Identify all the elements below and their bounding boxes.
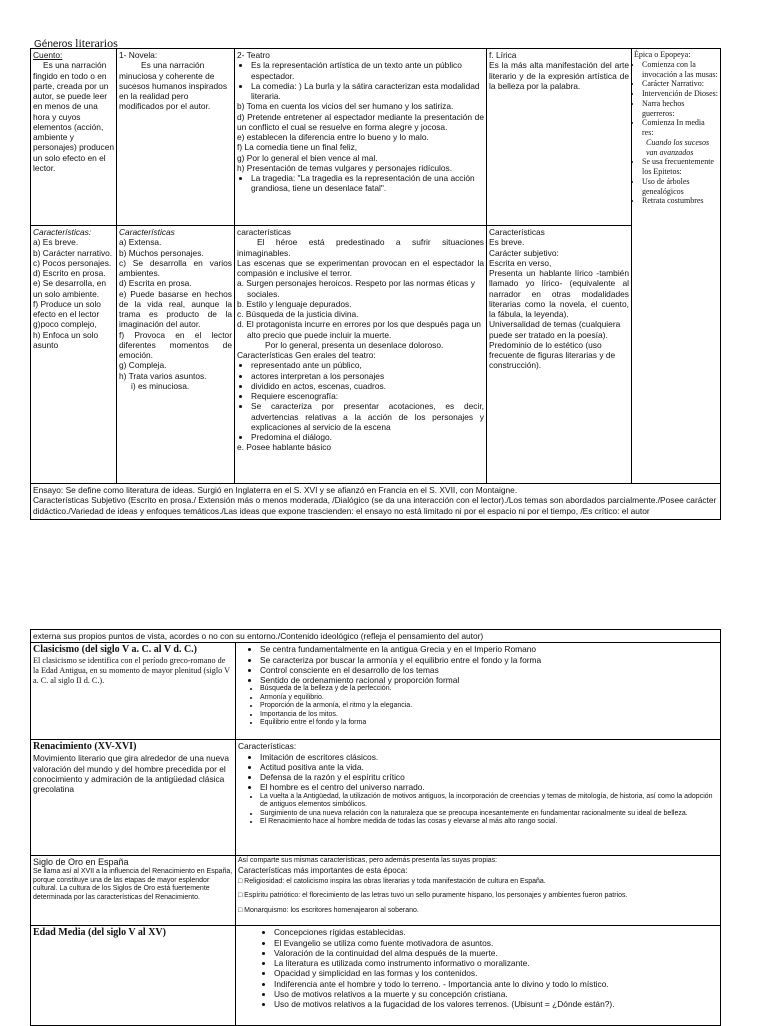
edad-media-item-2: • Valoración de la continuidad del alma después de la muerte.: [274, 948, 718, 958]
edad-media-item-3: • La literatura es utilizada como instrumento informativo o moralizante.: [274, 958, 718, 968]
lirica-char-0: Es breve.: [489, 237, 525, 248]
ensayo-l1: Ensayo: Se define como literatura de ideas. Surgió en Inglaterra en el S. XVI y se afianzó en Francia en el S. XVII, con Montaigne.: [33, 485, 518, 495]
epica-item-7: • Retrata costumbres: [642, 196, 718, 206]
novela-char-6: g) Compleja.: [119, 360, 167, 371]
teatro-gen-head: Características Gen erales del teatro:: [237, 350, 376, 360]
edad-media-item-1: • El Evangelio se utiliza como fuente motivadora de asuntos.: [274, 938, 718, 948]
clasicismo-desc: El clasicismo se identifica con el período greco-romano de la Edad Antigua, en su momento de mayor plenitud (siglo V a. C. al siglo II d. C.).: [33, 656, 230, 686]
renacimiento-cell: [31, 740, 236, 856]
cuento-char-1: b) Carácter narrativo.: [33, 247, 113, 258]
teatro-c2: Las escenas que se experimentan provocan en el espectador la compasión e inclusive el terror.: [237, 257, 484, 278]
epica-item-6: • Uso de árboles genealógicos: [642, 177, 718, 197]
lirica-char-head: Características: [489, 227, 545, 237]
novela-char-5: f) Provoca en el lector diferentes momentos de emoción.: [119, 329, 232, 360]
novela-char-3: d) Escrita en prosa.: [119, 278, 192, 289]
title-big: literarios: [75, 36, 118, 50]
lirica-desc: Es la más alta manifestación del arte literario y de la expresión artística de la belleza por la palabra.: [489, 60, 629, 91]
clasicismo-item-0: • Se centra fundamentalmente en la antigua Grecia y en el Imperio Romano: [260, 644, 718, 654]
cuento-char-0: a) Es breve.: [33, 237, 79, 248]
renacimiento-item-0: • Imitación de escritores clásicos.: [260, 752, 718, 762]
epica-item-2: • Intervención de Dioses:: [642, 89, 718, 99]
clasicismo-item-4: • Búsqueda de la belleza y de la perfección.: [260, 685, 718, 694]
siglo-oro-l2: Características más importantes de esta época:: [238, 865, 408, 875]
cuento-char-3: d) Escrito en prosa.: [33, 268, 106, 278]
epica-item-3: • Narra hechos guerreros:: [642, 99, 718, 119]
cuento-char-7: h) Enfoca un solo asunto: [33, 329, 99, 350]
teatro-char-head: características: [237, 227, 291, 237]
edad-media-item-5: • Indiferencia ante el hombre y todo lo terreno. - Importancia ante lo divino y todo lo místico.: [274, 979, 718, 989]
siglo-oro-l5: □ Monarquismo: los escritores homenajearon al soberano.: [238, 906, 419, 914]
cuento-char-6: g)poco complejo,: [33, 319, 97, 330]
novela-char-7: h) Trata varios asuntos.: [119, 370, 207, 381]
lirica-char-1: Carácter subjetivo:: [489, 247, 559, 258]
renacimiento-char-head: Características:: [238, 741, 297, 752]
teatro-item-0: a. Surgen personajes heroicos. Respeto por las normas éticas y sociales.: [237, 278, 475, 299]
teatro-l2: d) Pretende entretener al espectador mediante la presentación de un conflicto el cual se resuelve en forma alegre y jocosa.: [237, 111, 484, 132]
novela-chars-cell: [117, 226, 235, 484]
ensayo-cell: [31, 484, 721, 520]
teatro-gen-5: • Predomina el diálogo.: [251, 432, 484, 442]
siglo-oro-desc: Se llama así al XVII a la influencia del Renacimiento en España, porque constituye una de las etapas de mayor esplendor cultural. La cultura de los Siglos de Oro está fuertemente determinada por las características del Renacimiento.: [33, 868, 233, 901]
teatro-cell: [235, 49, 487, 226]
renacimiento-desc: Movimiento literario que gira alrededor de una nueva valoración del mundo y del hombre precedida por el conocimiento y admiración de la antigüedad clásica grecolatina: [33, 753, 229, 795]
title-small: Géneros: [34, 39, 73, 50]
ensayo-cont-cell: [31, 630, 721, 643]
cuento-char-head: Características:: [33, 227, 92, 237]
clasicismo-item-6: • Proporción de la armonía, el ritmo y la elegancia.: [260, 702, 718, 711]
clasicismo-item-1: • Se caracteriza por buscar la armonía y el equilibrio entre el fondo y la forma: [260, 655, 718, 665]
edad-media-cell: [31, 926, 236, 1026]
ensayo-l2: Características Subjetivo (Escrito en prosa./ Extensión más o menos moderada, /Dialógico (se da una interacción con el lector)./Los temas son abordados parcialmente./Posee carácter didáctico./Variedad de ideas y enfoques temáticos./Las ideas que expone trascienden: el ensayo no está limitado ni por el espacio ni por el tiempo, /Es crítico: el autor: [33, 495, 717, 516]
teatro-gen-e: e. Posee hablante básico: [237, 442, 332, 453]
teatro-b2: • La comedia: ) La burla y la sátira caracterizan esta modalidad literaria.: [251, 81, 484, 102]
cuento-cell: [31, 49, 117, 226]
teatro-b1: • Es la representación artística de un texto ante un público espectador.: [251, 60, 484, 81]
clasicismo-item-7: • Importancia de los mitos.: [260, 711, 718, 720]
siglo-oro-l4: □ Espíritu patriótico: el florecimiento de las letras tuvo un sello puramente hispano, los personajes y ambientes fueron patrios.: [238, 892, 628, 900]
lirica-cell: [487, 49, 632, 226]
clasicismo-cell: [31, 643, 236, 740]
edad-media-item-7: • Uso de motivos relativos a la fugacidad de los valores terrenos. (Ubisunt = ¿Dónde están?).: [274, 999, 718, 1009]
teatro-gen-2: • dividido en actos, escenas, cuadros.: [251, 381, 484, 391]
renacimiento-item-1: • Actitud positiva ante la vida.: [260, 762, 718, 772]
siglo-oro-head: Siglo de Oro en España: [33, 857, 129, 868]
siglo-oro-items-cell: [236, 856, 721, 926]
novela-char-2: c) Se desarrolla en varios ambientes.: [119, 257, 232, 278]
siglo-oro-l1: Así comparte sus mismas características, pero además presenta las suyas propias:: [238, 857, 498, 865]
clasicismo-item-5: • Armonía y equilibrio.: [260, 694, 718, 703]
clasicismo-item-3: • Sentido de ordenamiento racional y proporción formal: [260, 675, 718, 685]
teatro-chars-cell: [235, 226, 487, 484]
teatro-gen-0: • representado ante un público,: [251, 360, 484, 370]
epica-item-4: • Comienza In media res:: [642, 118, 718, 138]
renacimiento-item-5: • Surgimiento de una nueva relación con la naturaleza que se preocupa incesantemente en fundamentar racionalmente su ideal de belleza.: [260, 810, 718, 819]
teatro-gen-4: • Se caracteriza por presentar acotaciones, es decir, advertencias relativas a la acción de los personajes y explicaciones al servicio de la escena: [251, 401, 484, 432]
teatro-head: 2- Teatro: [237, 50, 270, 60]
clasicismo-head: Clasicismo (del siglo V a. C. al V d. C.): [33, 644, 197, 656]
renacimiento-item-4: • La vuelta a la Antigüedad, la utilización de motivos antiguos, la incorporación de creencias y temas de mitología, de historia, así como la adopción de antiguos elementos simbólicos.: [260, 793, 718, 810]
edad-media-items-cell: [236, 926, 721, 1026]
teatro-gen-1: • actores interpretan a los personajes: [251, 371, 484, 381]
lirica-head: f. Lírica: [489, 50, 517, 60]
lirica-char-5: Predominio de lo estético (uso frecuente de figuras literarias y de construcción).: [489, 339, 616, 371]
renacimiento-item-2: • Defensa de la razón y el espíritu crítico: [260, 772, 718, 782]
lirica-char-3: Presenta un hablante lírico -también llamado yo lírico- (equivalente al narrador en otras modalidades literarias como la novela, el cuento, la fábula, la leyenda).: [489, 268, 629, 319]
teatro-l3: e) establecen la diferencia entre lo bueno y lo malo.: [237, 132, 429, 142]
renacimiento-items-cell: [236, 740, 721, 856]
lirica-chars-cell: [487, 226, 632, 484]
clasicismo-item-8: • Equilibrio entre el fondo y la forma: [260, 719, 718, 728]
teatro-c3: Por lo general, presenta un desenlace doloroso.: [265, 339, 444, 350]
periods-table: [30, 629, 721, 1026]
epica-item-5: • Se usa frecuentemente los Epitetos:: [642, 157, 718, 177]
epica-item-1: • Carácter Narrativo:: [642, 79, 718, 89]
novela-char-1: b) Muchos personajes.: [119, 247, 204, 258]
renacimiento-item-3: • El hombre es el centro del universo narrado.: [260, 782, 718, 792]
renacimiento-item-6: • El Renacimiento hace al hombre medida de todas las cosas y elevarse al más alto rango social.: [260, 818, 718, 827]
cuento-char-4: e) Se desarrolla, en un solo ambiente.: [33, 278, 107, 299]
teatro-c1: El héroe está predestinado a sufrir situaciones inimaginables.: [237, 237, 484, 258]
ensayo-l3: externa sus propios puntos de vista, acordes o no con su entorno./Contenido ideológico (refleja el pensamiento del autor): [33, 631, 484, 641]
teatro-item-3: d. El protagonista incurre en errores por los que después paga un alto precio que puede incluir la muerte.: [237, 319, 481, 340]
epica-cell: [632, 49, 721, 484]
novela-cell: [117, 49, 235, 226]
cuento-chars-cell: [31, 226, 117, 484]
edad-media-head: Edad Media (del siglo V al XV): [33, 927, 166, 939]
cuento-char-2: c) Pocos personajes.: [33, 257, 112, 268]
epica-item-0: • Comienza con la invocación a las musas:: [642, 60, 718, 80]
teatro-item-2: c. Búsqueda de la justicia divina.: [237, 309, 359, 319]
teatro-gen-3: • Requiere escenografía:: [251, 391, 484, 401]
novela-char-0: a) Extensa.: [119, 237, 162, 248]
siglo-oro-cell: [31, 856, 236, 926]
teatro-l5: g) Por lo general el bien vence al mal.: [237, 152, 378, 163]
renacimiento-head: Renacimiento (XV-XVI): [33, 741, 137, 753]
novela-char-head: Características: [119, 227, 175, 237]
lirica-char-4: Universalidad de temas (cualquiera puede ser tratado en la poesía).: [489, 319, 621, 340]
cuento-desc: Es una narración fingido en todo o en parte, creada por un autor, se puede leer en menos de una hora y cuyos elementos (acción, ambiente y personajes) producen un solo efecto en el lector.: [33, 60, 115, 173]
novela-desc: Es una narración minuciosa y coherente de sucesos humanos inspirados en la realidad pero modificados por el autor.: [119, 60, 228, 112]
siglo-oro-l3: □ Religiosidad: el catolicismo inspira las obras literarias y toda manifestación de cultura en España.: [238, 877, 546, 885]
cuento-head: Cuento:: [33, 50, 63, 60]
novela-char-4: e) Puede basarse en hechos de la vida real, aunque la trama es producto de la imaginación del autor.: [119, 288, 232, 330]
epica-head: Épica o Epopeya:: [634, 50, 691, 59]
teatro-item-1: b. Estilo y lenguaje depurados.: [237, 298, 352, 309]
novela-char-8: i) es minuciosa.: [131, 380, 190, 391]
teatro-l4: f) La comedia tiene un final feliz,: [237, 142, 358, 153]
teatro-b3: • La tragedia: "La tragedia es la representación de una acción grandiosa, tiene un desenlace fatal".: [251, 173, 484, 194]
cuento-char-5: f) Produce un solo efecto en el lector: [33, 298, 101, 319]
clasicismo-items-cell: [236, 643, 721, 740]
novela-head: 1- Novela:: [119, 50, 158, 60]
edad-media-item-4: • Opacidad y simplicidad en las formas y los contenidos.: [274, 968, 718, 978]
lirica-char-2: Escrita en verso,: [489, 257, 552, 268]
teatro-l1: b) Toma en cuenta los vicios del ser humano y los satiriza.: [237, 101, 454, 112]
teatro-l6: h) Presentación de temas vulgares y personajes ridículos.: [237, 162, 453, 173]
clasicismo-item-2: • Control consciente en el desarrollo de los temas: [260, 665, 718, 675]
edad-media-item-6: • Uso de motivos relativos a la muerte y su concepción cristiana.: [274, 989, 718, 999]
epica-sub: Cuando los sucesos van avanzados: [646, 137, 710, 157]
genres-table: [30, 48, 721, 520]
edad-media-item-0: • Concepciones rígidas establecidas.: [274, 927, 718, 937]
